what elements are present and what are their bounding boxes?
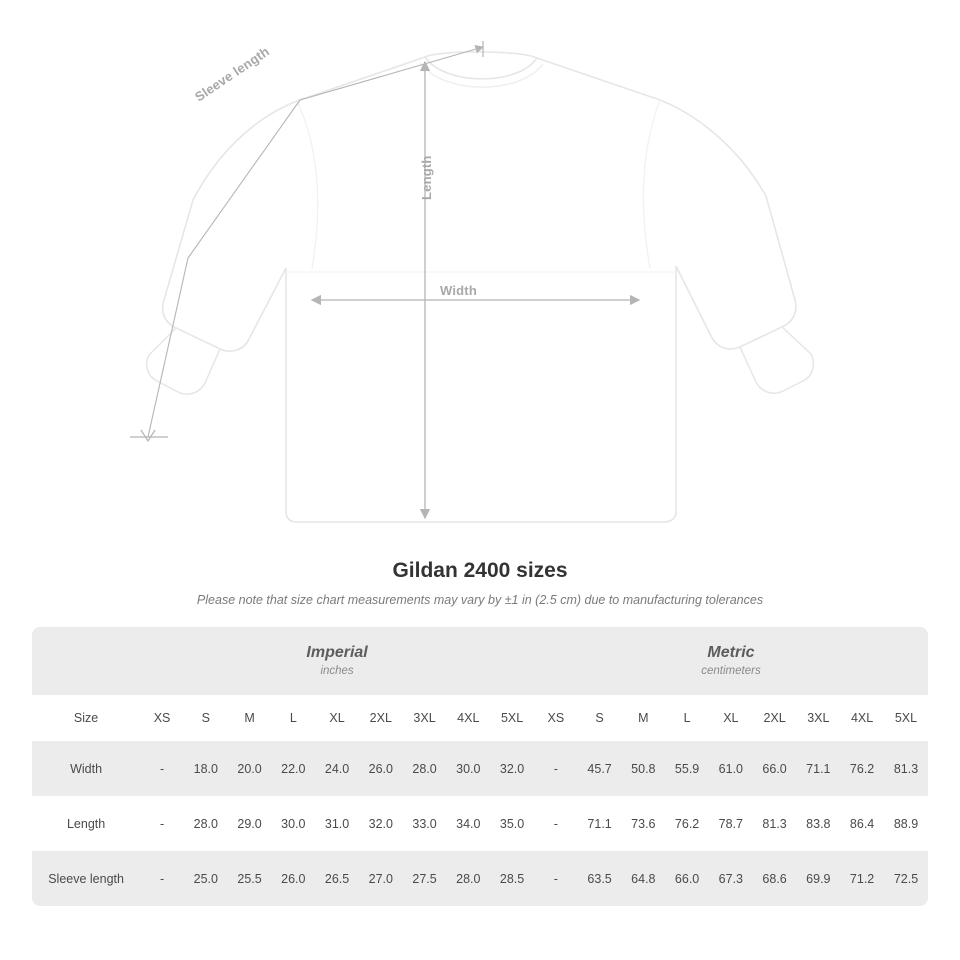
measurement-cell: 71.1 bbox=[578, 796, 622, 851]
unit-header-imperial bbox=[140, 627, 534, 695]
measurement-cell: 25.0 bbox=[184, 851, 228, 906]
measurement-cell: 34.0 bbox=[446, 796, 490, 851]
measurement-cell: 81.3 bbox=[884, 741, 928, 796]
measurement-cell: 68.6 bbox=[753, 851, 797, 906]
size-column-header: 2XL bbox=[753, 695, 797, 741]
measurement-row-label: Length bbox=[32, 796, 140, 851]
table-row bbox=[32, 741, 928, 796]
size-column-header: 2XL bbox=[359, 695, 403, 741]
measurement-cell: 28.5 bbox=[490, 851, 534, 906]
measurement-cell: 35.0 bbox=[490, 796, 534, 851]
measurement-cell: 72.5 bbox=[884, 851, 928, 906]
measurement-cell: 71.1 bbox=[796, 741, 840, 796]
unit-subtitle: inches bbox=[320, 665, 354, 677]
measurement-cell: 30.0 bbox=[271, 796, 315, 851]
unit-header-row bbox=[32, 627, 928, 695]
measurement-cell: 26.0 bbox=[359, 741, 403, 796]
size-header-row bbox=[32, 695, 928, 741]
size-column-header: 5XL bbox=[490, 695, 534, 741]
measurement-cell: 26.0 bbox=[271, 851, 315, 906]
measurement-cell: 31.0 bbox=[315, 796, 359, 851]
measurement-cell: 76.2 bbox=[840, 741, 884, 796]
sleeve-length-dimension-label: Sleeve length bbox=[192, 43, 273, 105]
size-column-header: XS bbox=[140, 695, 184, 741]
measurement-cell: 33.0 bbox=[403, 796, 447, 851]
size-column-header: S bbox=[578, 695, 622, 741]
measurement-cell: 32.0 bbox=[490, 741, 534, 796]
page-title: Gildan 2400 sizes bbox=[392, 559, 568, 582]
measurement-cell: 28.0 bbox=[184, 796, 228, 851]
size-column-header: XL bbox=[709, 695, 753, 741]
size-column-header: 4XL bbox=[446, 695, 490, 741]
measurement-cell: 88.9 bbox=[884, 796, 928, 851]
tolerance-note: Please note that size chart measurements may vary by ±1 in (2.5 cm) due to manufacturing tolerances bbox=[196, 593, 764, 607]
measurement-cell: 61.0 bbox=[709, 741, 753, 796]
size-column-header: XS bbox=[534, 695, 578, 741]
measurement-cell: 63.5 bbox=[578, 851, 622, 906]
measurement-cell: 69.9 bbox=[796, 851, 840, 906]
measurement-cell: 32.0 bbox=[359, 796, 403, 851]
measurement-cell: 73.6 bbox=[621, 796, 665, 851]
title-block bbox=[0, 559, 960, 607]
size-column-header: 5XL bbox=[884, 695, 928, 741]
measurement-cell: 28.0 bbox=[446, 851, 490, 906]
measurement-cell: - bbox=[534, 741, 578, 796]
measurement-cell: 18.0 bbox=[184, 741, 228, 796]
measurement-row-label: Width bbox=[32, 741, 140, 796]
size-header-label: Size bbox=[32, 695, 140, 741]
measurement-cell: 67.3 bbox=[709, 851, 753, 906]
shirt-shape bbox=[147, 52, 814, 522]
size-column-header: 4XL bbox=[840, 695, 884, 741]
measurement-cell: 25.5 bbox=[228, 851, 272, 906]
measurement-cell: 64.8 bbox=[621, 851, 665, 906]
measurement-cell: 27.0 bbox=[359, 851, 403, 906]
size-column-header: S bbox=[184, 695, 228, 741]
measurement-cell: - bbox=[140, 851, 184, 906]
measurement-cell: 45.7 bbox=[578, 741, 622, 796]
measurement-cell: 86.4 bbox=[840, 796, 884, 851]
width-dimension-label: Width bbox=[440, 283, 477, 298]
measurement-cell: - bbox=[534, 851, 578, 906]
table-row bbox=[32, 796, 928, 851]
measurement-cell: 78.7 bbox=[709, 796, 753, 851]
unit-subtitle: centimeters bbox=[701, 665, 761, 677]
measurement-cell: 29.0 bbox=[228, 796, 272, 851]
measurement-cell: 66.0 bbox=[753, 741, 797, 796]
size-column-header: 3XL bbox=[403, 695, 447, 741]
measurement-cell: 24.0 bbox=[315, 741, 359, 796]
measurement-cell: 26.5 bbox=[315, 851, 359, 906]
measurement-cell: 50.8 bbox=[621, 741, 665, 796]
measurement-cell: 30.0 bbox=[446, 741, 490, 796]
measurement-cell: 28.0 bbox=[403, 741, 447, 796]
measurement-cell: - bbox=[140, 741, 184, 796]
unit-name: Imperial bbox=[306, 644, 368, 661]
unit-name: Metric bbox=[707, 644, 755, 661]
measurement-cell: 27.5 bbox=[403, 851, 447, 906]
size-column-header: M bbox=[228, 695, 272, 741]
size-table-wrapper bbox=[32, 627, 928, 906]
unit-header-metric bbox=[534, 627, 928, 695]
measurement-cell: 83.8 bbox=[796, 796, 840, 851]
measurement-cell: 81.3 bbox=[753, 796, 797, 851]
size-column-header: L bbox=[271, 695, 315, 741]
measurement-cell: 76.2 bbox=[665, 796, 709, 851]
length-dimension-label: Length bbox=[419, 155, 434, 200]
table-corner-cell bbox=[32, 627, 140, 695]
size-column-header: L bbox=[665, 695, 709, 741]
measurement-cell: - bbox=[140, 796, 184, 851]
measurement-cell: 71.2 bbox=[840, 851, 884, 906]
measurement-cell: 22.0 bbox=[271, 741, 315, 796]
size-table bbox=[32, 627, 928, 906]
measurement-row-label: Sleeve length bbox=[32, 851, 140, 906]
measurement-cell: 66.0 bbox=[665, 851, 709, 906]
size-column-header: 3XL bbox=[796, 695, 840, 741]
size-column-header: XL bbox=[315, 695, 359, 741]
table-row bbox=[32, 851, 928, 906]
measurement-cell: - bbox=[534, 796, 578, 851]
measurement-cell: 55.9 bbox=[665, 741, 709, 796]
size-column-header: M bbox=[621, 695, 665, 741]
measurement-cell: 20.0 bbox=[228, 741, 272, 796]
